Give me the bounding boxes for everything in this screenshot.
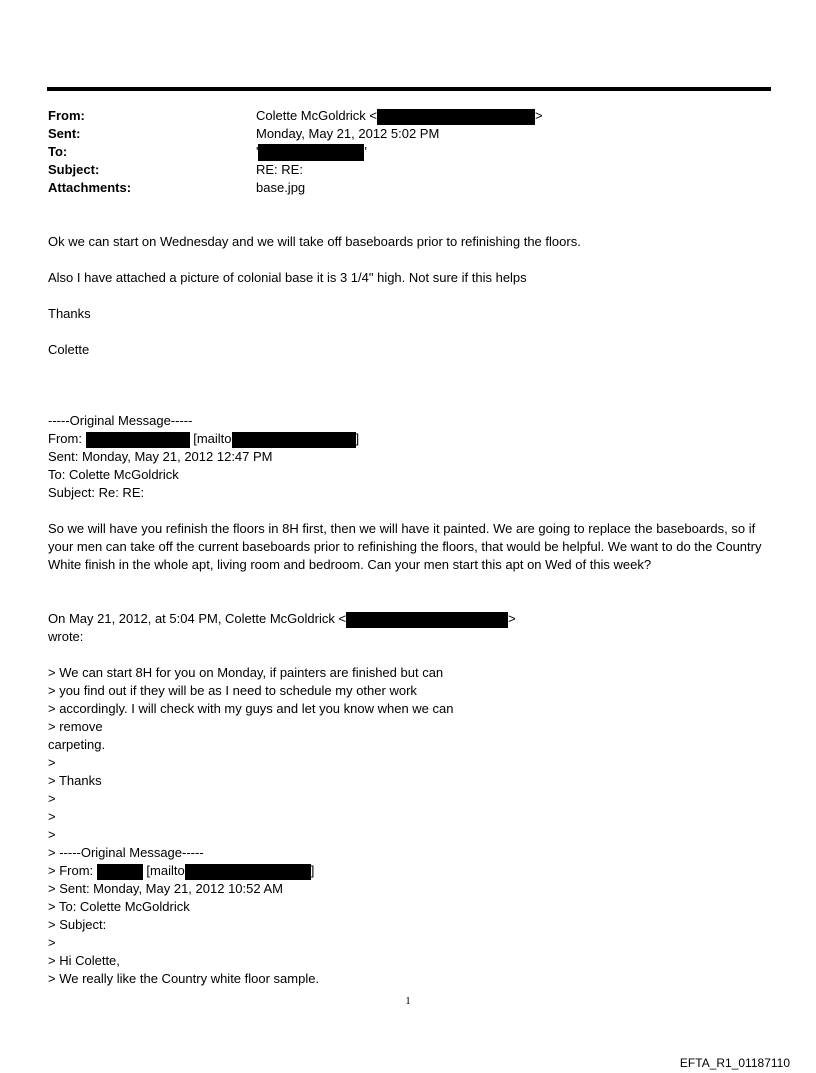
quoted-line: > — [48, 827, 56, 842]
document-id: EFTA_R1_01187110 — [679, 1056, 790, 1070]
redaction-box — [346, 612, 508, 628]
redaction-box — [185, 864, 311, 880]
original-to: To: Colette McGoldrick — [48, 467, 179, 482]
quoted-line: > — [48, 755, 56, 770]
quoted-line: > remove — [48, 719, 103, 734]
quoted-wrote: wrote: — [48, 629, 84, 644]
mailto-close: ] — [355, 431, 360, 446]
page-number: 1 — [405, 995, 411, 1007]
to-quote-open: ' — [256, 144, 259, 159]
original-paragraph: So we will have you refinish the floors in 8H first, then we will have it painted. We are going to replace the baseboards, so if your men can take off the current baseboards prior to refinishing the floors, that would be helpful. We want to do the Country White finish in the whole apt, living room and bedroom. Can your men start this apt on Wed of this week? — [48, 521, 762, 572]
mailto-close: ] — [310, 863, 315, 878]
redaction-box — [258, 144, 367, 161]
to-value — [256, 143, 367, 161]
from-text: From: — [48, 431, 82, 446]
redaction-box — [97, 864, 143, 880]
quoted-intro — [48, 610, 516, 628]
quoted-intro-text: On May 21, 2012, at 5:04 PM, Colette McGoldrick < — [48, 611, 347, 626]
body-thanks: Thanks — [48, 306, 91, 321]
to-quote-close: ' — [364, 144, 367, 159]
attachment-file[interactable]: base.jpg — [256, 180, 306, 195]
quoted-line: > We really like the Country white floor sample. — [48, 971, 320, 986]
quoted-line: > Subject: — [48, 917, 107, 932]
subject-value: RE: RE: — [256, 162, 303, 177]
redaction-box — [86, 432, 190, 448]
quoted-line: > Sent: Monday, May 21, 2012 10:52 AM — [48, 881, 283, 896]
subject-label: Subject: — [48, 162, 100, 177]
to-label: To: — [48, 144, 68, 159]
from-close: > — [535, 108, 543, 123]
quoted-line: > — [48, 791, 56, 806]
quoted-line: > We can start 8H for you on Monday, if painters are finished but can — [48, 665, 444, 680]
redaction-box — [377, 109, 535, 125]
quoted-line: > accordingly. I will check with my guys and let you know when we can — [48, 701, 454, 716]
original-subject: Subject: Re: RE: — [48, 485, 145, 500]
body-line: Also I have attached a picture of colonial base it is 3 1/4" high. Not sure if this helps — [48, 270, 527, 285]
mailto-text: [mailto — [146, 863, 185, 878]
mailto-text: [mailto — [193, 431, 232, 446]
sent-label: Sent: — [48, 126, 81, 141]
quoted-line: > — [48, 809, 56, 824]
quoted-line: > To: Colette McGoldrick — [48, 899, 190, 914]
redaction-box — [232, 432, 356, 448]
sent-value: Monday, May 21, 2012 5:02 PM — [256, 126, 440, 141]
header-rule — [47, 87, 771, 91]
body-signature: Colette — [48, 342, 90, 357]
quoted-line: carpeting. — [48, 737, 106, 752]
from-label: From: — [48, 108, 85, 123]
quoted-line: > you find out if they will be as I need to schedule my other work — [48, 683, 417, 698]
quoted-from-text: > From: — [48, 863, 94, 878]
quoted-line: > — [48, 935, 56, 950]
quoted-line: > -----Original Message----- — [48, 845, 204, 860]
quoted-from — [48, 862, 314, 880]
quoted-line: > Hi Colette, — [48, 953, 120, 968]
body-line: Ok we can start on Wednesday and we will take off baseboards prior to refinishing the floors. — [48, 234, 581, 249]
quoted-line: > Thanks — [48, 773, 102, 788]
original-from — [48, 430, 359, 448]
original-sent: Sent: Monday, May 21, 2012 12:47 PM — [48, 449, 273, 464]
quoted-intro-close: > — [508, 611, 516, 626]
original-message-marker: -----Original Message----- — [48, 413, 193, 428]
from-name: Colette McGoldrick < — [256, 108, 378, 123]
attachments-label: Attachments: — [48, 180, 132, 195]
from-value — [256, 107, 543, 125]
